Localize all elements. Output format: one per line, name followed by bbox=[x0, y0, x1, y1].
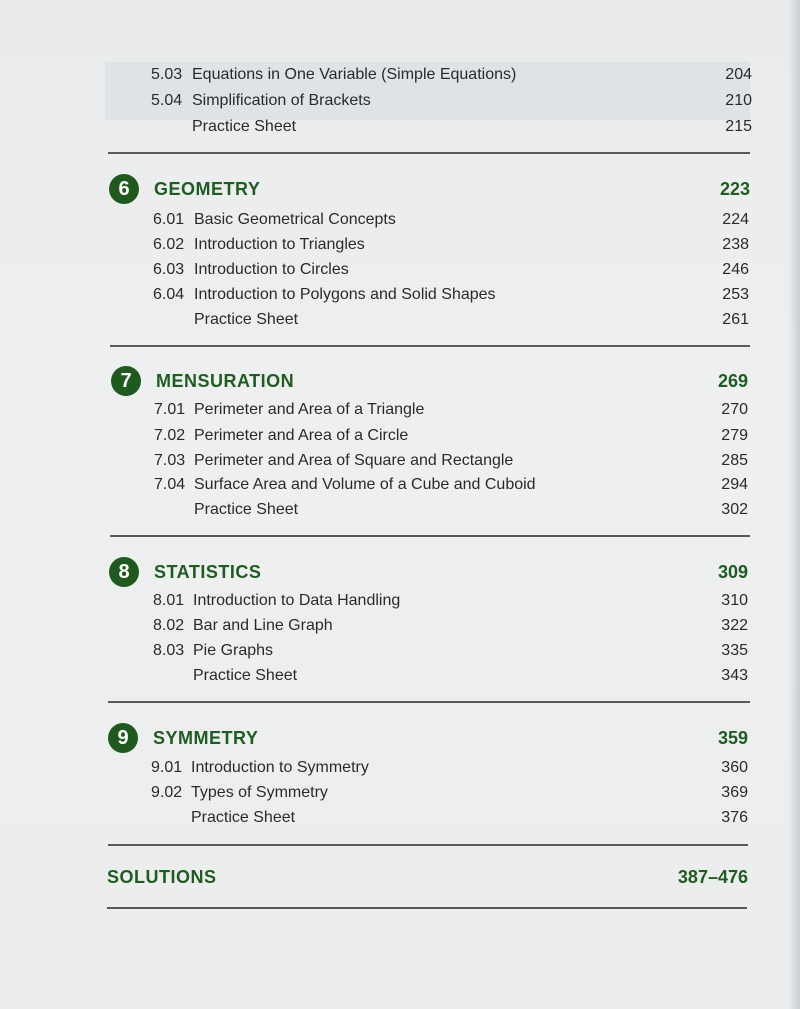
section-title: Introduction to Symmetry bbox=[191, 759, 369, 776]
section-title: Introduction to Data Handling bbox=[193, 592, 401, 609]
section-number: 6.04 bbox=[153, 286, 185, 303]
section-title: Practice Sheet bbox=[194, 501, 299, 518]
section-title: Pie Graphs bbox=[193, 642, 274, 659]
page-number: 261 bbox=[722, 311, 749, 328]
section-title: Perimeter and Area of Square and Rectangle bbox=[194, 452, 514, 469]
section-number: 7.03 bbox=[154, 452, 186, 469]
chapter-heading bbox=[0, 365, 800, 397]
section-number: 8.02 bbox=[153, 617, 185, 634]
toc-row bbox=[0, 258, 800, 282]
toc-row bbox=[0, 756, 800, 780]
solutions-page-range: 387–476 bbox=[677, 867, 748, 887]
section-title: Surface Area and Volume of a Cube and Cuboid bbox=[194, 476, 536, 493]
section-title: Practice Sheet bbox=[193, 667, 298, 684]
section-title: Types of Symmetry bbox=[191, 784, 328, 801]
divider bbox=[110, 535, 750, 537]
page-number: 246 bbox=[722, 261, 749, 278]
chapter-number-badge: 8 bbox=[109, 557, 139, 587]
section-title: Introduction to Triangles bbox=[194, 236, 365, 253]
page-number: 270 bbox=[721, 401, 748, 418]
toc-row bbox=[0, 308, 800, 332]
page-number: 253 bbox=[722, 286, 749, 303]
section-number: 7.02 bbox=[154, 427, 186, 444]
toc-row bbox=[0, 424, 800, 448]
page-number: 285 bbox=[721, 452, 748, 469]
section-title: Bar and Line Graph bbox=[193, 617, 333, 634]
section-title: Practice Sheet bbox=[192, 118, 297, 135]
toc-row bbox=[0, 639, 800, 663]
toc-row bbox=[0, 449, 800, 473]
section-number: 5.03 bbox=[151, 66, 183, 83]
page-number: 360 bbox=[721, 759, 748, 776]
section-title: Practice Sheet bbox=[191, 809, 296, 826]
section-number: 5.04 bbox=[151, 92, 183, 109]
page-number: 224 bbox=[722, 211, 749, 228]
section-number: 6.02 bbox=[153, 236, 185, 253]
page-number: 376 bbox=[721, 809, 748, 826]
page-number: 215 bbox=[725, 118, 752, 135]
section-number: 8.03 bbox=[153, 642, 185, 659]
chapter-title: SYMMETRY bbox=[153, 728, 259, 748]
page-number: 204 bbox=[725, 66, 752, 83]
section-number: 6.01 bbox=[153, 211, 185, 228]
chapter-heading bbox=[0, 556, 800, 588]
page-number: 335 bbox=[721, 642, 748, 659]
toc-row bbox=[0, 806, 800, 830]
section-number: 9.01 bbox=[151, 759, 183, 776]
section-number: 7.04 bbox=[154, 476, 186, 493]
divider bbox=[107, 907, 747, 909]
chapter-page: 269 bbox=[717, 371, 748, 391]
section-title: Introduction to Polygons and Solid Shapes bbox=[194, 286, 496, 303]
toc-row bbox=[0, 208, 800, 232]
toc-row bbox=[0, 233, 800, 257]
chapter-page: 309 bbox=[717, 562, 748, 582]
solutions-title: SOLUTIONS bbox=[107, 867, 217, 887]
section-number: 9.02 bbox=[151, 784, 183, 801]
chapter-number-badge: 7 bbox=[111, 366, 141, 396]
page-number: 343 bbox=[721, 667, 748, 684]
chapter-title: GEOMETRY bbox=[154, 179, 261, 199]
toc-row bbox=[0, 614, 800, 638]
section-title: Perimeter and Area of a Triangle bbox=[194, 401, 425, 418]
section-title: Basic Geometrical Concepts bbox=[194, 211, 396, 228]
page-number: 294 bbox=[721, 476, 748, 493]
toc-row bbox=[0, 89, 800, 113]
divider bbox=[110, 345, 750, 347]
toc-row bbox=[0, 473, 800, 497]
divider bbox=[108, 152, 750, 154]
divider bbox=[108, 844, 748, 846]
chapter-number-badge: 9 bbox=[108, 723, 138, 753]
toc-row bbox=[0, 115, 800, 139]
page-number: 210 bbox=[725, 92, 752, 109]
chapter-title: MENSURATION bbox=[156, 371, 295, 391]
page-number: 238 bbox=[722, 236, 749, 253]
section-title: Perimeter and Area of a Circle bbox=[194, 427, 409, 444]
chapter-heading bbox=[0, 722, 800, 754]
chapter-heading bbox=[0, 173, 800, 205]
chapter-page: 359 bbox=[717, 728, 748, 748]
page-number: 279 bbox=[721, 427, 748, 444]
page-edge-shadow bbox=[788, 0, 800, 1009]
section-number: 7.01 bbox=[154, 401, 186, 418]
page-number: 369 bbox=[721, 784, 748, 801]
section-title: Simplification of Brackets bbox=[192, 92, 371, 109]
solutions-heading bbox=[0, 861, 800, 893]
toc-row bbox=[0, 63, 800, 87]
toc-row bbox=[0, 589, 800, 613]
page-number: 302 bbox=[721, 501, 748, 518]
chapter-title: STATISTICS bbox=[154, 562, 262, 582]
toc-row bbox=[0, 398, 800, 422]
toc-row bbox=[0, 498, 800, 522]
toc-row bbox=[0, 283, 800, 307]
toc-row bbox=[0, 664, 800, 688]
page-number: 322 bbox=[721, 617, 748, 634]
divider bbox=[108, 701, 750, 703]
page-number: 310 bbox=[721, 592, 748, 609]
chapter-page: 223 bbox=[719, 179, 750, 199]
section-number: 8.01 bbox=[153, 592, 185, 609]
section-title: Equations in One Variable (Simple Equations) bbox=[192, 66, 517, 83]
section-title: Introduction to Circles bbox=[194, 261, 349, 278]
section-number: 6.03 bbox=[153, 261, 185, 278]
chapter-number-badge: 6 bbox=[109, 174, 139, 204]
section-title: Practice Sheet bbox=[194, 311, 299, 328]
toc-row bbox=[0, 781, 800, 805]
